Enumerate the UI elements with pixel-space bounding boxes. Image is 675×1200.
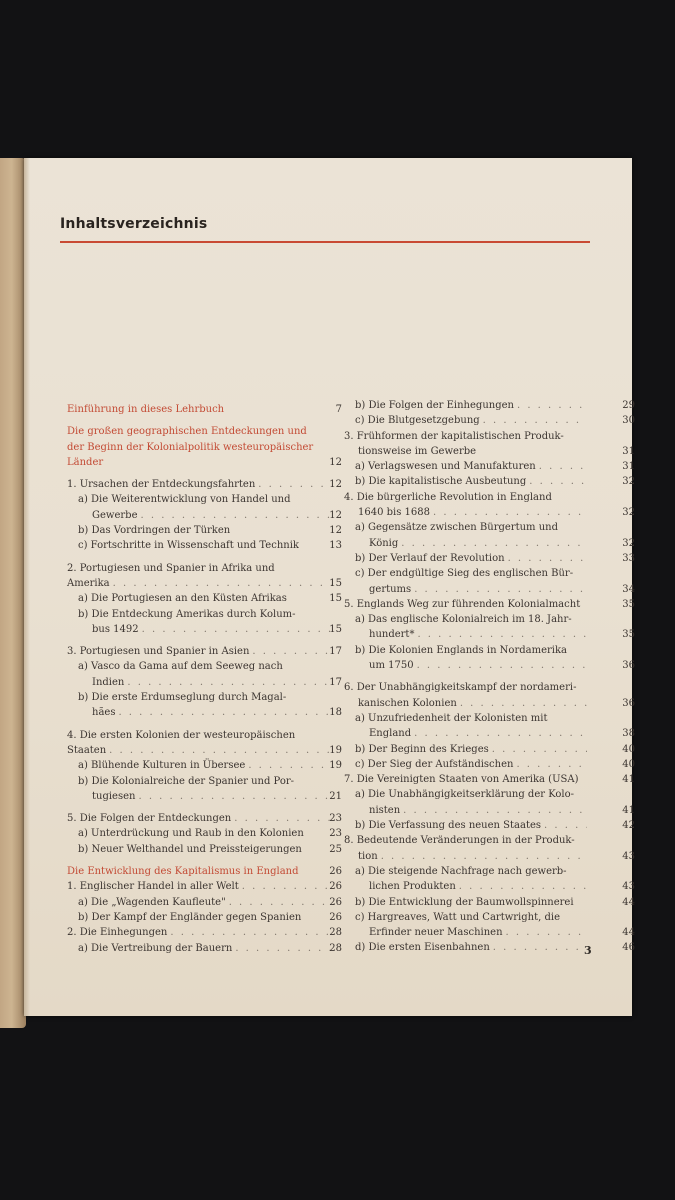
toc-entry-title: 7. Die Vereinigten Staaten von Amerika (USA) <box>344 774 579 786</box>
toc-entry-title: b) Der Beginn des Krieges <box>355 743 489 755</box>
toc-entry <box>67 789 342 804</box>
toc-entry-title: 1. Ursachen der Entdeckungsfahrten <box>67 479 256 491</box>
toc-page-number: 34 <box>622 583 635 595</box>
toc-page-number: 46 <box>622 942 635 954</box>
toc-page-number: 15 <box>329 577 342 589</box>
leader-dots <box>508 551 587 566</box>
toc-entry-title: hães <box>92 707 116 719</box>
toc-entry <box>344 627 635 642</box>
toc-entry <box>67 941 342 956</box>
toc-entry-title: 5. Englands Weg zur führenden Kolonialmacht <box>344 598 581 610</box>
toc-entry-title: kanischen Kolonien <box>358 697 457 709</box>
toc-page-number: 32 <box>622 537 635 549</box>
toc-entry <box>344 787 590 802</box>
toc-entry <box>67 743 342 758</box>
toc-page-number: 43 <box>622 850 635 862</box>
toc-entry-title: a) Unterdrückung und Raub in den Kolonien <box>78 828 304 840</box>
toc-page-number: 15 <box>329 623 342 635</box>
leader-dots <box>109 743 334 758</box>
toc-entry <box>344 490 590 505</box>
toc-entry-title: b) Die Entwicklung der Baumwollspinnerei <box>355 896 574 908</box>
toc-entry-title: tion <box>358 850 378 862</box>
toc-entry-title: a) Die Vertreibung der Bauern <box>78 942 233 954</box>
toc-entry <box>67 523 342 538</box>
toc-page-number: 32 <box>622 476 635 488</box>
toc-page-number: 12 <box>329 509 342 521</box>
toc-entry-title: tugiesen <box>92 790 136 802</box>
toc-entry-title: b) Die kapitalistische Ausbeutung <box>355 476 527 488</box>
toc-entry <box>67 758 342 773</box>
leader-dots <box>492 742 587 757</box>
toc-entry <box>67 402 342 417</box>
toc-page-number: 17 <box>329 646 342 658</box>
toc-entry-title: a) Blühende Kulturen in Übersee <box>78 760 246 772</box>
toc-entry <box>344 413 635 428</box>
toc-entry-title: a) Gegensätze zwischen Bürgertum und <box>355 522 558 534</box>
toc-entry <box>67 925 342 940</box>
toc-entry-title: b) Neuer Welthandel und Preissteigerungen <box>78 843 302 855</box>
toc-entry-title: a) Die steigende Nachfrage nach gewerb- <box>355 865 567 877</box>
toc-entry <box>67 842 342 857</box>
toc-entry <box>344 833 590 848</box>
previous-page-edge <box>0 158 26 1028</box>
leader-dots <box>118 705 334 720</box>
toc-entry-title: 1. Englischer Handel in aller Welt <box>67 881 239 893</box>
toc-entry <box>344 742 635 757</box>
leader-dots <box>506 925 587 940</box>
toc-entry <box>344 711 590 726</box>
toc-entry <box>344 474 635 489</box>
toc-entry <box>67 690 337 705</box>
toc-page-number: 15 <box>329 593 342 605</box>
toc-entry-title: Die großen geographischen Entdeckungen und <box>67 426 307 438</box>
toc-entry-title: b) Die Kolonialreiche der Spanier und Por- <box>78 775 295 787</box>
toc-page-number: 12 <box>329 456 342 468</box>
toc-entry-title: hundert* <box>369 629 415 641</box>
toc-entry <box>67 895 342 910</box>
toc-entry-title: 5. Die Folgen der Entdeckungen <box>67 813 232 825</box>
toc-page-number: 38 <box>622 728 635 740</box>
leader-dots <box>483 413 587 428</box>
toc-entry-title: b) Die Entdeckung Amerikas durch Kolum- <box>78 608 296 620</box>
page-heading: Inhaltsverzeichnis <box>60 216 208 232</box>
toc-entry <box>67 659 337 674</box>
leader-dots <box>516 757 587 772</box>
heading-rule <box>60 241 590 243</box>
toc-page-number: 44 <box>622 896 635 908</box>
toc-page-number: 40 <box>622 758 635 770</box>
book-page <box>24 158 635 1016</box>
toc-page-number: 41 <box>622 774 635 786</box>
toc-entry <box>344 536 635 551</box>
toc-entry <box>344 818 635 833</box>
toc-page-number: 35 <box>622 598 635 610</box>
toc-page-number: 31 <box>622 461 635 473</box>
toc-page-number: 25 <box>329 843 342 855</box>
toc-entry <box>67 561 337 576</box>
toc-entry-title: bus 1492 <box>92 623 139 635</box>
leader-dots <box>517 398 587 413</box>
toc-entry-title: Amerika <box>67 577 110 589</box>
toc-entry-title: a) Die Weiterentwicklung von Handel und <box>78 494 291 506</box>
toc-entry <box>67 477 342 492</box>
toc-entry-title: d) Die ersten Eisenbahnen <box>355 942 490 954</box>
toc-page-number: 33 <box>622 552 635 564</box>
toc-entry-title: b) Die Kolonien Englands in Nordamerika <box>355 644 567 656</box>
toc-page-number: 29 <box>622 400 635 411</box>
toc-page-number: 31 <box>622 445 635 457</box>
toc-entry-title: um 1750 <box>369 660 414 672</box>
toc-entry <box>344 849 635 864</box>
toc-page-number: 23 <box>329 813 342 825</box>
toc-entry-title: Gewerbe <box>92 509 138 521</box>
toc-entry <box>344 864 590 879</box>
toc-entry <box>67 538 342 553</box>
toc-entry <box>344 895 635 910</box>
toc-entry <box>344 696 635 711</box>
toc-entry-title: a) Die Portugiesen an den Küsten Afrikas <box>78 593 287 605</box>
leader-dots <box>529 474 587 489</box>
leader-dots <box>544 818 587 833</box>
toc-entry-title: 4. Die bürgerliche Revolution in England <box>344 491 552 503</box>
toc-entry-title: b) Die Verfassung des neuen Staates <box>355 820 542 832</box>
toc-entry <box>67 440 337 455</box>
toc-entry <box>344 520 590 535</box>
toc-page-number: 17 <box>329 676 342 688</box>
leader-dots <box>381 849 587 864</box>
toc-entry-title: 2. Die Einhegungen <box>67 927 168 939</box>
toc-page-number: 28 <box>329 942 342 954</box>
toc-entry <box>67 492 337 507</box>
toc-entry-title: a) Verlagswesen und Manufakturen <box>355 461 536 473</box>
leader-dots <box>493 940 587 955</box>
toc-entry-title: 1640 bis 1688 <box>358 507 430 519</box>
toc-entry-title: Staaten <box>67 744 107 756</box>
toc-page-number: 12 <box>329 479 342 491</box>
toc-entry <box>344 444 635 459</box>
toc-entry <box>344 582 635 597</box>
toc-entry-title: tionsweise im Gewerbe <box>358 445 477 457</box>
toc-entry <box>344 658 635 673</box>
toc-entry-title: b) Der Verlauf der Revolution <box>355 552 505 564</box>
toc-entry-title: c) Der endgültige Sieg des englischen Bür- <box>355 568 574 580</box>
toc-page-number: 26 <box>329 866 342 878</box>
toc-entry <box>67 591 342 606</box>
leader-dots <box>414 726 587 741</box>
leader-dots <box>403 803 587 818</box>
toc-page-number: 26 <box>329 896 342 908</box>
toc-entry <box>67 607 337 622</box>
toc-entry <box>344 772 635 787</box>
toc-entry-title: England <box>369 728 412 740</box>
leader-dots <box>459 879 587 894</box>
leader-dots <box>229 895 334 910</box>
leader-dots <box>401 536 587 551</box>
toc-entry <box>67 455 342 470</box>
toc-page-number: 26 <box>329 911 342 923</box>
toc-entry-title: Die Entwicklung des Kapitalismus in England <box>67 866 299 878</box>
toc-entry-title: Indien <box>92 676 125 688</box>
toc-page-number: 23 <box>329 828 342 840</box>
toc-entry <box>67 728 337 743</box>
toc-entry <box>344 643 590 658</box>
toc-entry <box>344 612 590 627</box>
leader-dots <box>433 505 587 520</box>
leader-dots <box>170 925 334 940</box>
toc-entry <box>67 910 342 925</box>
toc-page-number: 32 <box>622 507 635 519</box>
leader-dots <box>539 459 587 474</box>
toc-left-column <box>67 402 342 956</box>
toc-entry <box>67 622 342 637</box>
toc-page-number: 30 <box>622 415 635 427</box>
toc-entry <box>344 597 635 612</box>
toc-page-number: 44 <box>622 927 635 939</box>
toc-entry-title: Länder <box>67 456 104 468</box>
toc-page-number: 12 <box>329 525 342 537</box>
leader-dots <box>142 622 334 637</box>
page-number: 3 <box>584 944 592 957</box>
toc-entry-title: 2. Portugiesen und Spanier in Afrika und <box>67 562 275 574</box>
toc-entry-title: a) Die „Wagenden Kaufleute" <box>78 896 226 908</box>
leader-dots <box>138 789 334 804</box>
toc-page-number: 19 <box>329 744 342 756</box>
toc-page-number: 36 <box>622 660 635 672</box>
toc-entry-title: a) Die Unabhängigkeitserklärung der Kolo- <box>355 789 575 801</box>
leader-dots <box>417 658 587 673</box>
toc-page-number: 28 <box>329 927 342 939</box>
toc-entry-title: 3. Frühformen der kapitalistischen Produk- <box>344 430 564 442</box>
toc-entry <box>344 551 635 566</box>
toc-right-column <box>344 398 635 956</box>
toc-entry <box>344 757 635 772</box>
toc-entry-title: b) Die erste Erdumseglung durch Magal- <box>78 692 287 704</box>
leader-dots <box>417 627 587 642</box>
toc-page-number: 13 <box>329 540 342 552</box>
toc-entry-title: c) Hargreaves, Watt und Cartwright, die <box>355 911 560 923</box>
toc-entry-title: b) Die Folgen der Einhegungen <box>355 400 514 411</box>
toc-entry-title: b) Das Vordringen der Türken <box>78 525 231 537</box>
toc-entry-title: Erfinder neuer Maschinen <box>369 927 503 939</box>
toc-entry <box>344 879 635 894</box>
toc-entry-title: a) Unzufriedenheit der Kolonisten mit <box>355 712 548 724</box>
toc-entry <box>344 910 590 925</box>
toc-entry-title: b) Der Kampf der Engländer gegen Spanien <box>78 911 302 923</box>
toc-entry-title: nisten <box>369 804 401 816</box>
toc-entry <box>344 680 590 695</box>
toc-entry <box>344 940 635 955</box>
toc-page-number: 18 <box>329 707 342 719</box>
toc-entry <box>344 803 635 818</box>
toc-page-number: 21 <box>329 790 342 802</box>
toc-entry <box>67 424 337 439</box>
toc-page-number: 43 <box>622 881 635 893</box>
toc-page-number: 19 <box>329 760 342 772</box>
toc-entry <box>344 566 590 581</box>
toc-entry-title: 8. Bedeutende Veränderungen in der Produk- <box>344 835 575 847</box>
toc-entry <box>344 459 635 474</box>
toc-entry <box>67 811 342 826</box>
toc-entry <box>344 726 635 741</box>
toc-page-number: 26 <box>329 881 342 893</box>
toc-entry <box>344 429 590 444</box>
toc-entry-title: gertums <box>369 583 412 595</box>
toc-entry-title: Einführung in dieses Lehrbuch <box>67 404 225 415</box>
toc-entry <box>67 864 342 879</box>
toc-entry-title: lichen Produkten <box>369 881 456 893</box>
toc-entry <box>67 879 342 894</box>
leader-dots <box>460 696 587 711</box>
toc-entry-title: 4. Die ersten Kolonien der westeuropäischen <box>67 729 296 741</box>
toc-entry-title: c) Der Sieg der Aufständischen <box>355 758 514 770</box>
leader-dots <box>113 576 334 591</box>
toc-entry-title: c) Fortschritte in Wissenschaft und Technik <box>78 540 299 552</box>
toc-entry <box>344 505 635 520</box>
toc-entry <box>67 774 337 789</box>
toc-entry-title: a) Vasco da Gama auf dem Seeweg nach <box>78 661 283 673</box>
toc-page-number: 41 <box>622 804 635 816</box>
toc-page-number: 42 <box>622 820 635 832</box>
leader-dots <box>140 508 334 523</box>
leader-dots <box>414 582 587 597</box>
toc-entry-title: 6. Der Unabhängigkeitskampf der nordameri- <box>344 682 577 694</box>
toc-entry-title: der Beginn der Kolonialpolitik westeuropäischer <box>67 441 314 453</box>
toc-page-number: 35 <box>622 629 635 641</box>
toc-entry-title: König <box>369 537 399 549</box>
leader-dots <box>127 675 334 690</box>
toc-entry-title: c) Die Blutgesetzgebung <box>355 415 480 427</box>
toc-page-number: 7 <box>335 404 342 415</box>
toc-entry <box>344 398 635 413</box>
toc-entry <box>67 576 342 591</box>
toc-entry-title: a) Das englische Kolonialreich im 18. Jahr- <box>355 614 572 626</box>
toc-entry <box>344 925 635 940</box>
toc-entry <box>67 644 342 659</box>
toc-entry <box>67 826 342 841</box>
toc-entry <box>67 675 342 690</box>
toc-page-number: 36 <box>622 697 635 709</box>
toc-page-number: 40 <box>622 743 635 755</box>
toc-entry <box>67 508 342 523</box>
toc-entry <box>67 705 342 720</box>
toc-entry-title: 3. Portugiesen und Spanier in Asien <box>67 646 250 658</box>
page-spine-shadow <box>24 158 30 1016</box>
